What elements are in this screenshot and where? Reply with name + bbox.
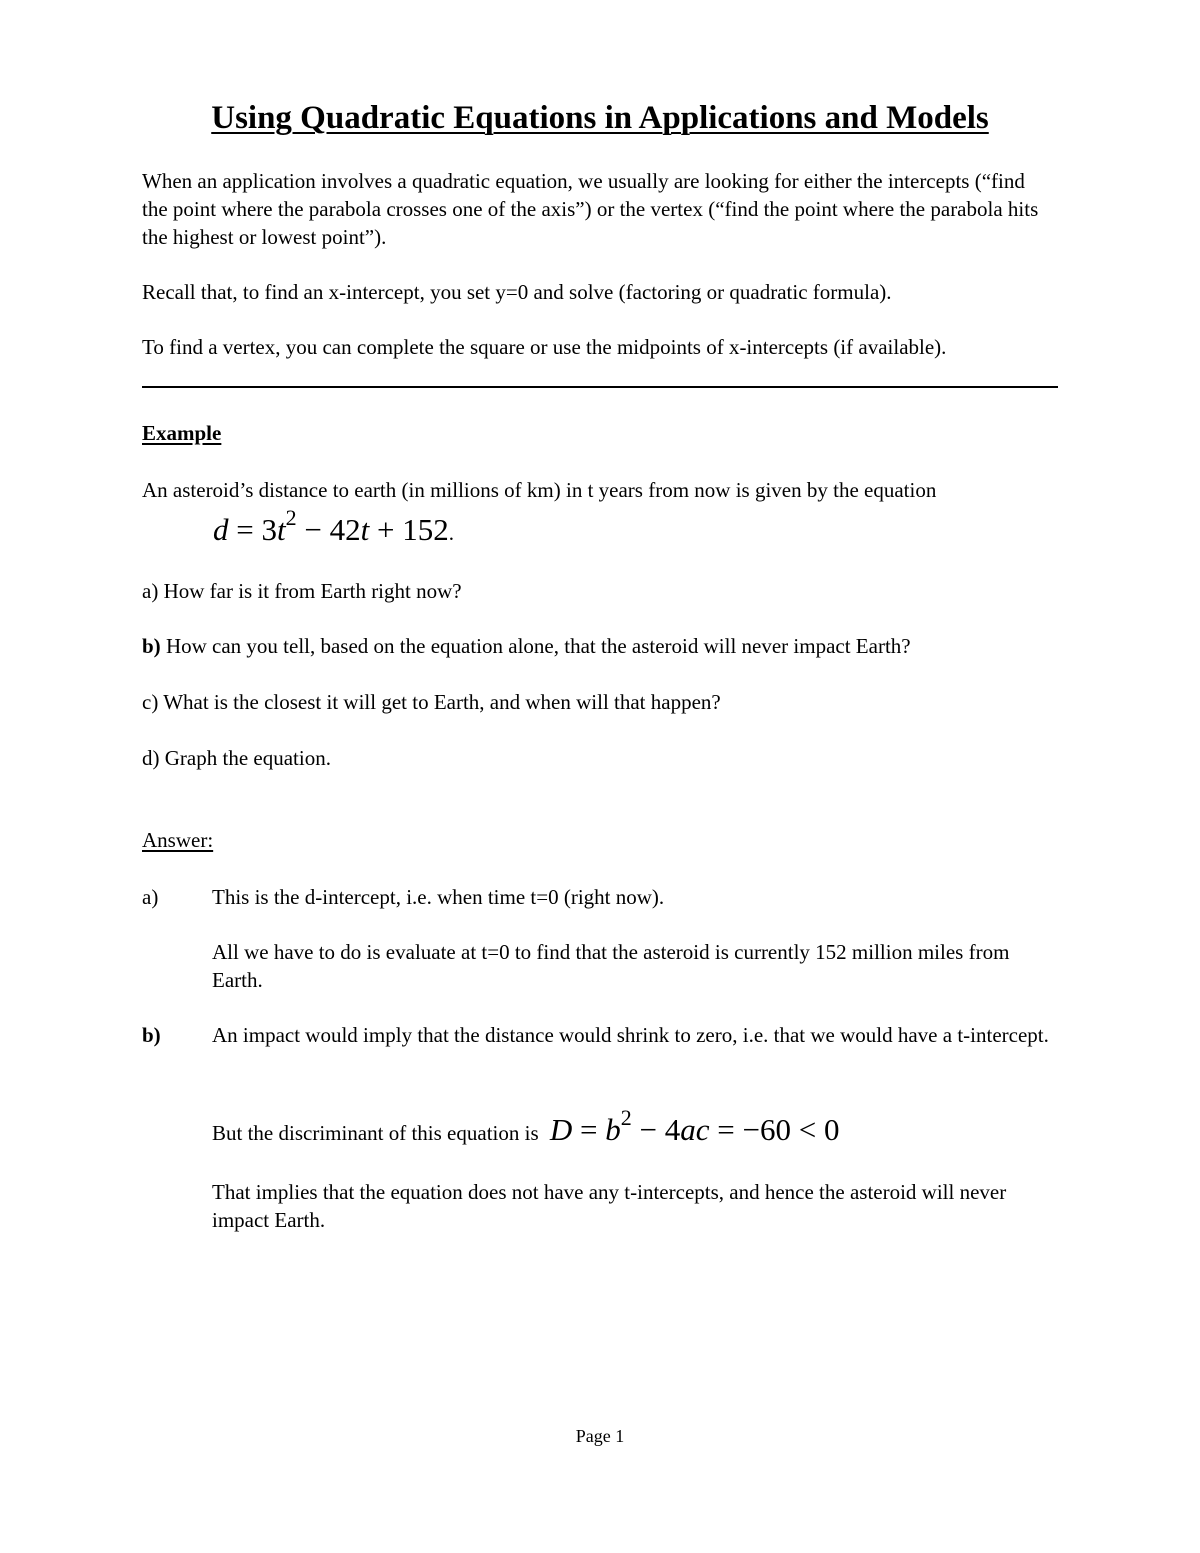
eq-lhs: d [213,512,229,547]
intro-paragraph: When an application involves a quadratic equation, we usually are looking for either the intercepts (“find the point where the parabola crosses one of the axis”) or the vertex (“find the point where the parabola hits the highest or lowest point”). [142,169,1039,249]
question-b-label: b) [142,634,161,658]
eq-power: 2 [285,504,297,530]
question-c [142,688,1042,716]
horizontal-divider [142,386,1058,388]
discriminant-line [212,1104,840,1148]
disc-eq2: = −60 < 0 [717,1112,840,1147]
disc-b: b [605,1112,621,1147]
answer-a-label: a) [142,885,159,909]
example-statement: An asteroid’s distance to earth (in millions of km) in t years from now is given by the equation [142,478,937,502]
eq-plus-term: + 152 [376,512,449,547]
question-b [142,632,1062,660]
question-a [142,577,1042,605]
discriminant-text: But the discriminant of this equation is [212,1121,539,1145]
disc-minus: − 4 [639,1112,681,1147]
question-a-label: a) [142,579,159,603]
intro-vertex: To find a vertex, you can complete the square or use the midpoints of x-intercepts (if available). [142,335,947,359]
answer-heading: Answer: [142,828,214,852]
answer-b-label: b) [142,1023,161,1047]
distance-equation [213,504,454,548]
eq-equals: = [236,512,254,547]
disc-ac: ac [680,1112,710,1147]
disc-power: 2 [620,1104,632,1130]
eq-var: t [276,512,286,547]
question-b-text: How can you tell, based on the equation alone, that the asteroid will never impact Earth? [165,634,911,658]
question-d-text: Graph the equation. [164,746,331,770]
question-a-text: How far is it from Earth right now? [163,579,462,603]
example-heading: Example [142,421,222,445]
discriminant-equation [549,1104,840,1147]
intro-x-intercept: Recall that, to find an x-intercept, you set y=0 and solve (factoring or quadratic formula). [142,280,892,304]
answer-b-line1: An impact would imply that the distance would shrink to zero, i.e. that we would have a t-intercept. [212,1023,1049,1047]
page-number: Page 1 [575,1426,625,1446]
disc-D: D [549,1112,573,1147]
question-d-label: d) [142,746,160,770]
eq-minus-term: − 42 [304,512,361,547]
answer-a-line2: All we have to do is evaluate at t=0 to find that the asteroid is currently 152 million miles from Earth. [212,940,1010,992]
question-d [142,744,1042,772]
eq-coef: 3 [261,512,277,547]
answer-b-line3: That implies that the equation does not have any t-intercepts, and hence the asteroid will never impact Earth. [212,1180,1007,1232]
page-title: Using Quadratic Equations in Applications and Models [211,100,989,136]
question-c-label: c) [142,690,159,714]
eq-end: . [448,521,454,545]
disc-eq1: = [580,1112,598,1147]
question-c-text: What is the closest it will get to Earth, and when will that happen? [163,690,721,714]
eq-minus-var: t [360,512,370,547]
answer-a-line1: This is the d-intercept, i.e. when time t=0 (right now). [212,885,665,909]
